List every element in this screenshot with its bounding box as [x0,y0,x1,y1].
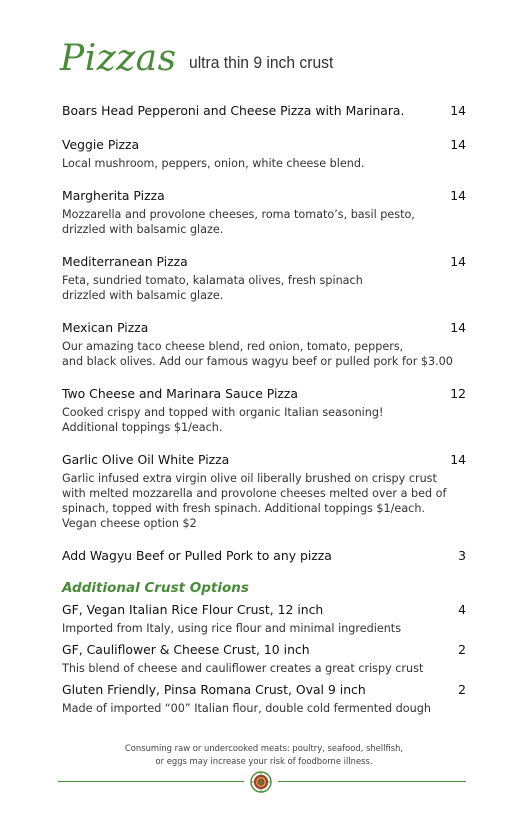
section-title: Pizzas [60,38,177,79]
menu-item-margherita [62,188,466,237]
item-name: Two Cheese and Marinara Sauce Pizza [62,386,299,401]
item-description: Local mushroom, peppers, onion, white cheese blend. [62,157,365,170]
crust-item-rice-flour [62,602,466,636]
item-name: GF, Vegan Italian Rice Flour Crust, 12 inch [62,602,324,617]
menu-item-two-cheese [62,386,466,435]
item-name: Boars Head Pepperoni and Cheese Pizza with Marinara. [62,103,405,118]
menu-header [60,40,345,78]
footer-divider-left [58,781,244,782]
item-price: 12 [450,386,466,401]
food-safety-disclaimer: Consuming raw or undercooked meats: poultry, seafood, shellfish, or eggs may increase your risk of foodborne illness. [124,743,404,766]
medallion-logo-icon [250,771,272,793]
crust-item-pinsa [62,682,466,716]
item-description: Feta, sundried tomato, kalamata olives, fresh spinach drizzled with balsamic glaze. [62,274,363,302]
item-description: Cooked crispy and topped with organic Italian seasoning! Additional toppings $1/each. [62,406,384,434]
menu-item-veggie [62,137,466,171]
item-description: This blend of cheese and cauliflower creates a great crispy crust [62,662,424,675]
item-description: Our amazing taco cheese blend, red onion, tomato, peppers, and black olives. Add our famous wagyu beef or pulled pork for $3.00 [62,340,453,368]
item-name: Gluten Friendly, Pinsa Romana Crust, Oval 9 inch [62,682,366,697]
item-name: Mexican Pizza [62,320,149,335]
item-price: 14 [450,254,466,269]
menu-item-mexican [62,320,466,369]
item-price: 3 [458,548,466,563]
item-name: Garlic Olive Oil White Pizza [62,452,230,467]
item-name: Margherita Pizza [62,188,165,203]
item-price: 14 [450,188,466,203]
item-price: 2 [458,682,466,697]
item-price: 14 [450,320,466,335]
menu-item-mediterranean [62,254,466,303]
footer-divider-right [278,781,466,782]
crust-options-heading: Additional Crust Options [62,580,249,596]
crust-item-cauliflower [62,642,466,676]
item-description: Imported from Italy, using rice flour and minimal ingredients [62,622,402,635]
item-name: Mediterranean Pizza [62,254,188,269]
item-price: 4 [458,602,466,617]
section-subtitle: ultra thin 9 inch crust [188,53,333,72]
item-description: Mozzarella and provolone cheeses, roma tomato’s, basil pesto, drizzled with balsamic glaze. [62,208,415,236]
menu-item-garlic-white [62,452,466,531]
menu-item-pepperoni [62,103,466,118]
menu-item-add-meat [62,548,466,563]
item-price: 14 [450,137,466,152]
item-price: 14 [450,452,466,467]
item-description: Made of imported “00” Italian flour, double cold fermented dough [62,702,431,715]
item-name: Add Wagyu Beef or Pulled Pork to any pizza [62,548,332,563]
item-description: Garlic infused extra virgin olive oil liberally brushed on crispy crust with melted mozzarella and provolone cheeses melted over a bed of spinach, topped with fresh spinach. Additional toppings $1/each. Vegan cheese option $2 [62,472,447,530]
item-name: Veggie Pizza [62,137,140,152]
item-price: 14 [450,103,466,118]
item-price: 2 [458,642,466,657]
item-name: GF, Cauliflower & Cheese Crust, 10 inch [62,642,310,657]
